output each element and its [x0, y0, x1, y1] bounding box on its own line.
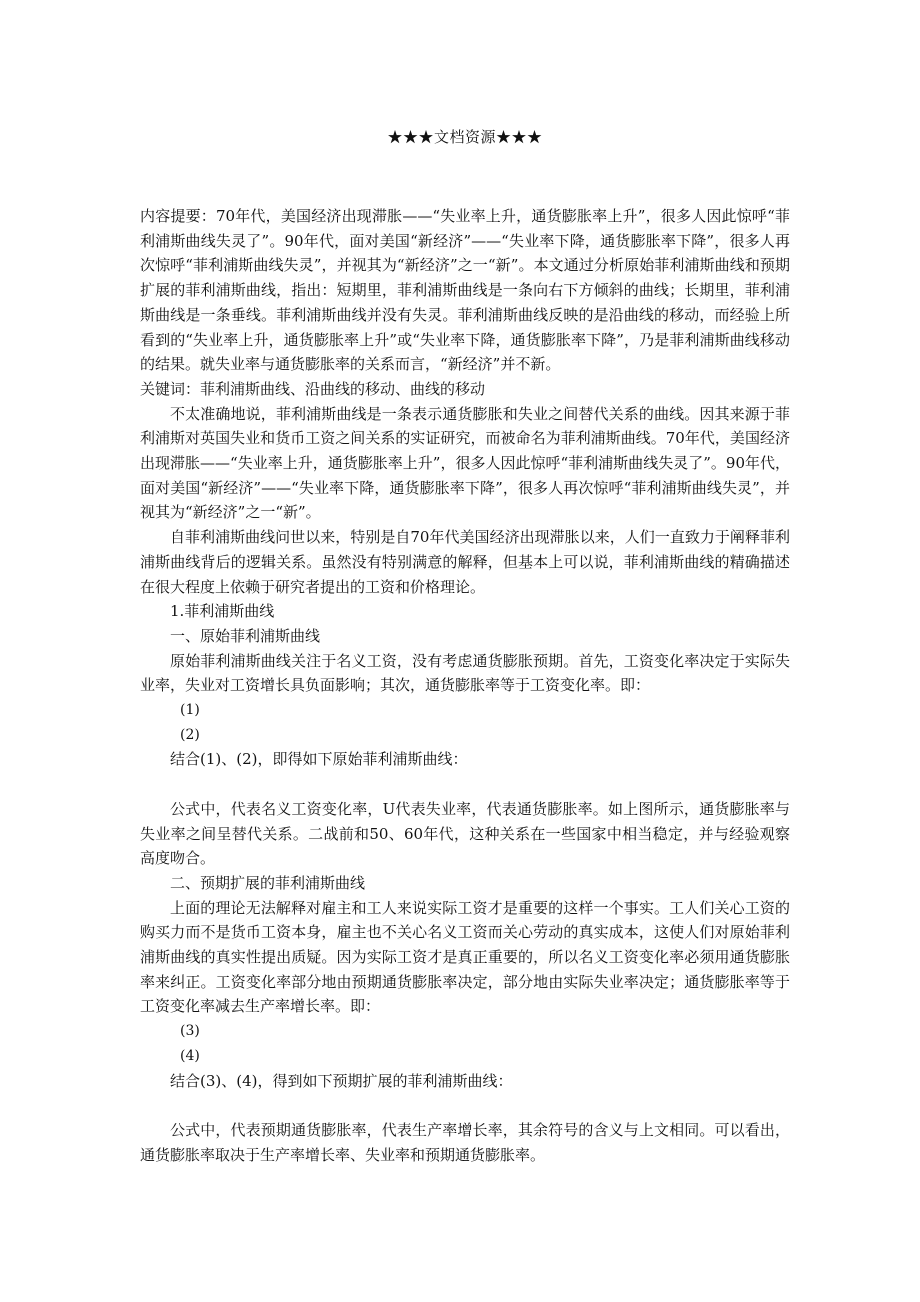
- equation-label-1: (1): [180, 702, 200, 719]
- subsection-heading-2: 二、预期扩展的菲利浦斯曲线: [170, 873, 366, 892]
- intro-paragraph-1: 不太准确地说，菲利浦斯曲线是一条表示通货膨胀和失业之间替代关系的曲线。因其来源于菲利浦斯对英国失业和货币工资之间关系的实证研究，而被命名为菲利浦斯曲线。70年代，美国经济出现滞胀——“失业率上升，通货膨胀率上升”，很多人因此惊呼“菲利浦斯曲线失灵了”。90年代，面对美国“新经济”——“失业率下降，通货膨胀率下降”，很多人再次惊呼“菲利浦斯曲线失灵”，并视其为“新经济”之一“新”。: [140, 404, 790, 522]
- paragraph-expectations-explanation: 公式中，代表预期通货膨胀率，代表生产率增长率，其余符号的含义与上文相同。可以看出，通货膨胀率取决于生产率增长率、失业率和预期通货膨胀率。: [140, 1120, 790, 1164]
- keywords: 关键词：菲利浦斯曲线、沿曲线的移动、曲线的移动: [140, 379, 486, 398]
- paragraph-expectations-curve: 上面的理论无法解释对雇主和工人来说实际工资才是重要的这样一个事实。工人们关心工资的购买力而不是货币工资本身，雇主也不关心名义工资而关心劳动的真实成本，这使人们对原始菲利浦斯曲线的真实性提出质疑。因为实际工资才是真正重要的，所以名义工资变化率必须用通货膨胀率来纠正。工资变化率部分地由预期通货膨胀率决定，部分地由实际失业率决定；通货膨胀率等于工资变化率减去生产率增长率。即：: [140, 898, 790, 1016]
- formula-placeholder-1: [140, 772, 790, 797]
- document-body: [140, 204, 790, 1167]
- equation-label-3: (3): [180, 1023, 200, 1040]
- page-header: ★★★文档资源★★★: [387, 128, 543, 146]
- combine-text-2: 结合(3)、(4)，得到如下预期扩展的菲利浦斯曲线：: [170, 1071, 513, 1090]
- formula-placeholder-2: [140, 1093, 790, 1118]
- equation-label-2: (2): [180, 726, 200, 743]
- abstract: 内容提要：70年代，美国经济出现滞胀——“失业率上升，通货膨胀率上升”，很多人因此惊呼“菲利浦斯曲线失灵了”。90年代，面对美国“新经济”——“失业率下降，通货膨胀率下降”，很多人再次惊呼“菲利浦斯曲线失灵”，并视其为“新经济”之一“新”。本文通过分析原始菲利浦斯曲线和预期扩展的菲利浦斯曲线，指出：短期里，菲利浦斯曲线是一条向右下方倾斜的曲线；长期里，菲利浦斯曲线是一条垂线。菲利浦斯曲线并没有失灵。菲利浦斯曲线反映的是沿曲线的移动，而经验上所看到的“失业率上升，通货膨胀率上升”或“失业率下降，通货膨胀率下降”，乃是菲利浦斯曲线移动的结果。就失业率与通货膨胀率的关系而言，“新经济”并不新。: [140, 207, 790, 374]
- paragraph-original-explanation: 公式中，代表名义工资变化率，U代表失业率，代表通货膨胀率。如上图所示，通货膨胀率与失业率之间呈替代关系。二战前和50、60年代，这种关系在一些国家中相当稳定，并与经验观察高度吻合。: [140, 799, 790, 868]
- subsection-heading-1: 一、原始菲利浦斯曲线: [170, 626, 321, 645]
- section-heading: 1.菲利浦斯曲线: [170, 602, 275, 621]
- equation-label-4: (4): [180, 1047, 200, 1064]
- paragraph-original-curve: 原始菲利浦斯曲线关注于名义工资，没有考虑通货膨胀预期。首先，工资变化率决定于实际失业率，失业对工资增长具负面影响；其次，通货膨胀率等于工资变化率。即：: [140, 651, 790, 695]
- intro-paragraph-2: 自菲利浦斯曲线问世以来，特别是自70年代美国经济出现滞胀以来，人们一直致力于阐释菲利浦斯曲线背后的逻辑关系。虽然没有特别满意的解释，但基本上可以说，菲利浦斯曲线的精确描述在很大程度上依赖于研究者提出的工资和价格理论。: [140, 528, 790, 596]
- combine-text-1: 结合(1)、(2)，即得如下原始菲利浦斯曲线：: [170, 750, 468, 769]
